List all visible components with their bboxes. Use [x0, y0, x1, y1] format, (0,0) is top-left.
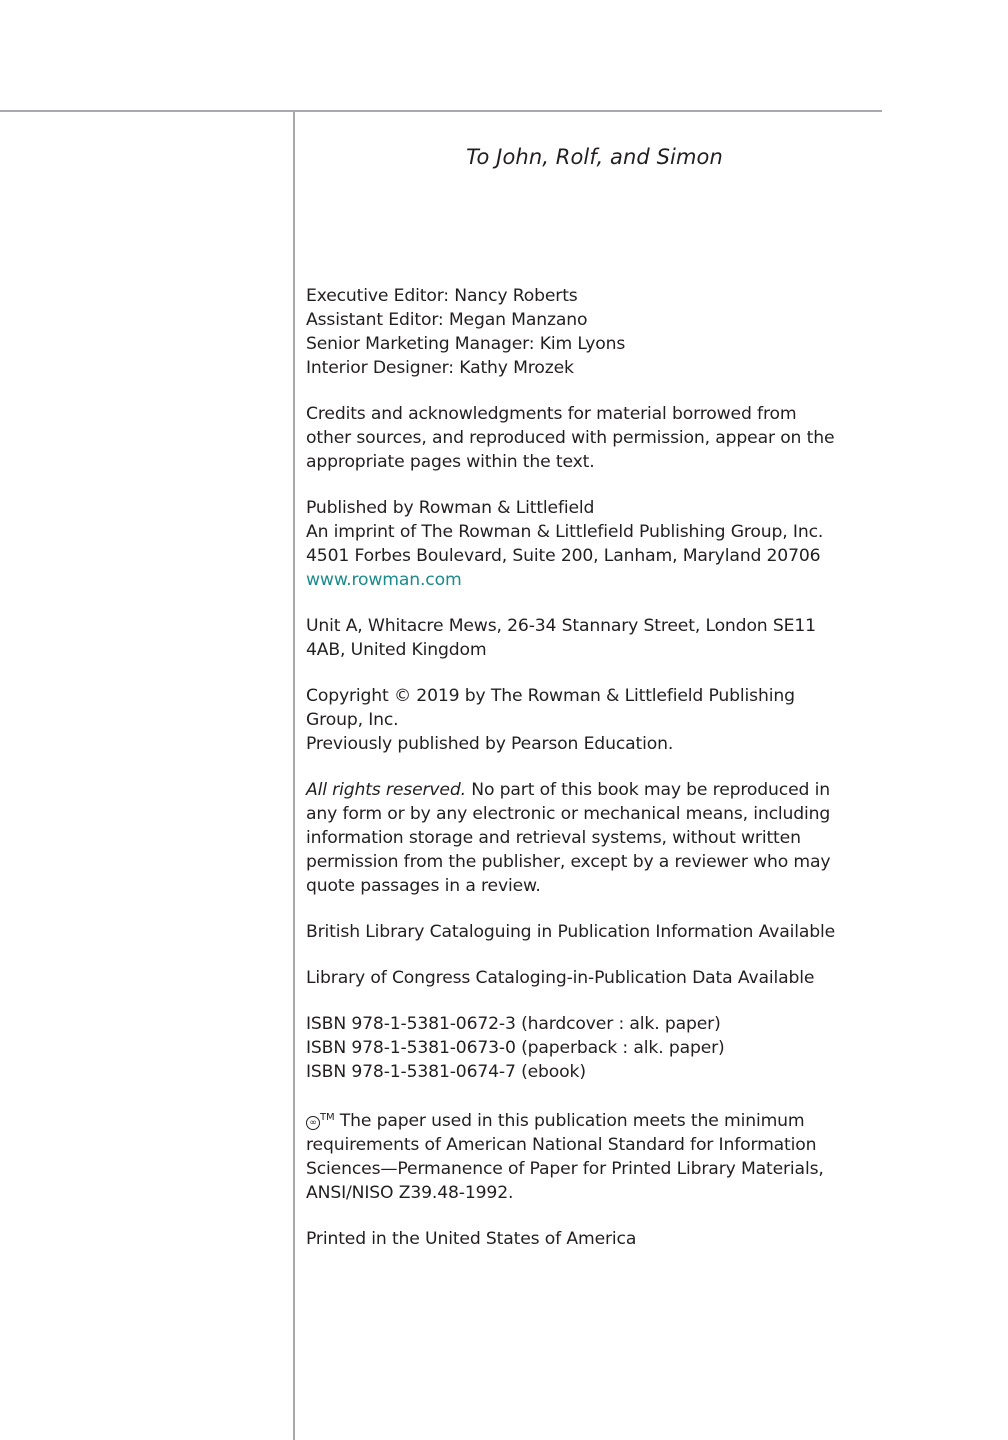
copyright-page-body [306, 284, 878, 1273]
credits-line: other sources, and reproduced with permission, appear on the [306, 428, 835, 448]
publisher-website-link[interactable]: www.rowman.com [306, 570, 462, 590]
credits-paragraph [306, 402, 878, 474]
uk-address [306, 614, 878, 662]
credits-line: appropriate pages within the text. [306, 452, 595, 472]
publisher-line: 4501 Forbes Boulevard, Suite 200, Lanham, Maryland 20706 [306, 546, 821, 566]
rights-line: information storage and retrieval systems, without written [306, 828, 801, 848]
isbn-line: ISBN 978-1-5381-0672-3 (hardcover : alk. paper) [306, 1014, 721, 1034]
paper-permanence-notice [306, 1106, 878, 1205]
copyright-line: Previously published by Pearson Education. [306, 734, 674, 754]
paper-first-line [306, 1106, 878, 1133]
publisher-line: An imprint of The Rowman & Littlefield Publishing Group, Inc. [306, 522, 824, 542]
staff-line: Executive Editor: Nancy Roberts [306, 286, 578, 306]
library-of-congress-notice [306, 966, 878, 990]
staff-line: Assistant Editor: Megan Manzano [306, 310, 588, 330]
paper-first-line-rest: The paper used in this publication meets the minimum [334, 1111, 805, 1131]
staff-credits [306, 284, 878, 380]
paper-line: requirements of American National Standard for Information [306, 1135, 817, 1155]
printed-in-notice [306, 1227, 878, 1251]
infinity-circle-icon: ∞ [306, 1116, 320, 1130]
library-of-congress-line: Library of Congress Cataloging-in-Publication Data Available [306, 968, 815, 988]
trademark-mark: TM [320, 1112, 335, 1123]
rights-paragraph [306, 778, 878, 898]
copyright-line: Copyright © 2019 by The Rowman & Littlefield Publishing [306, 686, 795, 706]
rights-reserved-lead: All rights reserved. [306, 780, 466, 800]
publisher-line: Published by Rowman & Littlefield [306, 498, 595, 518]
rights-line: permission from the publisher, except by a reviewer who may [306, 852, 831, 872]
rights-line: any form or by any electronic or mechanical means, including [306, 804, 831, 824]
isbn-list [306, 1012, 878, 1084]
isbn-line: ISBN 978-1-5381-0673-0 (paperback : alk. paper) [306, 1038, 725, 1058]
staff-line: Senior Marketing Manager: Kim Lyons [306, 334, 626, 354]
rights-line: quote passages in a review. [306, 876, 541, 896]
british-library-notice [306, 920, 878, 944]
rights-first-line-rest: No part of this book may be reproduced in [465, 780, 830, 800]
dedication: To John, Rolf, and Simon [466, 145, 723, 169]
top-rule [0, 110, 882, 112]
credits-line: Credits and acknowledgments for material borrowed from [306, 404, 797, 424]
british-library-line: British Library Cataloguing in Publication Information Available [306, 922, 836, 942]
isbn-line: ISBN 978-1-5381-0674-7 (ebook) [306, 1062, 586, 1082]
printed-in-line: Printed in the United States of America [306, 1229, 637, 1249]
vertical-rule [293, 110, 295, 1440]
paper-line: Sciences—Permanence of Paper for Printed Library Materials, [306, 1159, 824, 1179]
uk-address-line: Unit A, Whitacre Mews, 26-34 Stannary Street, London SE11 [306, 616, 816, 636]
uk-address-line: 4AB, United Kingdom [306, 640, 487, 660]
copyright-line: Group, Inc. [306, 710, 399, 730]
staff-line: Interior Designer: Kathy Mrozek [306, 358, 574, 378]
publisher-info [306, 496, 878, 592]
rights-first-line [306, 778, 878, 802]
paper-line: ANSI/NISO Z39.48-1992. [306, 1183, 514, 1203]
copyright-notice [306, 684, 878, 756]
